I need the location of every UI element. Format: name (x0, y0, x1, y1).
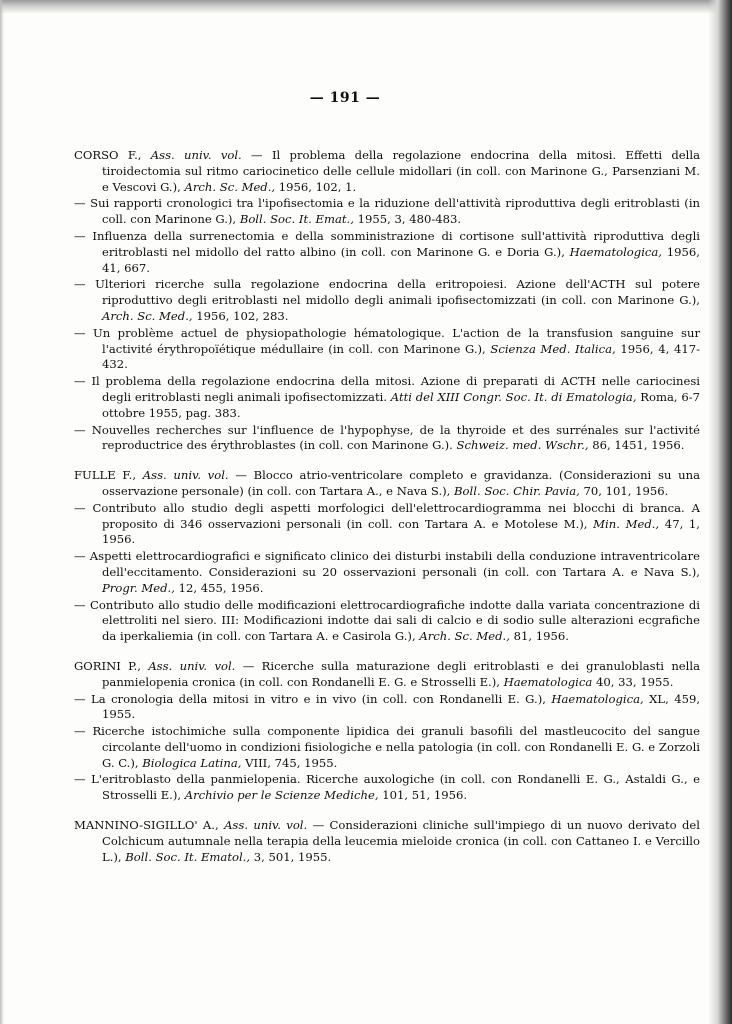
author-block (74, 148, 700, 454)
entry-lead: MANNINO-SIGILLO' A., (74, 818, 225, 833)
entry-text: Aspetti elettrocardiografici e significato clinico dei disturbi instabili della conduzione intraventricolare dell'eccitamento. Considerazioni su 20 osservazioni personali (in coll. con Tartara A. e Nava S.), (89, 549, 700, 579)
bibliography-entry (74, 659, 700, 691)
entry-text: Ricerche istochimiche sulla componente lipidica dei granuli basofili del mastleucocito del sangue circolante dell'uomo in condizioni fisiologiche e nella patologia (in coll. con Rondanelli E. G. e Zorzoli G. C.), (92, 724, 700, 770)
entry-lead: — (74, 772, 92, 787)
entry-lead: — (74, 277, 96, 292)
entry-citation: Roma, 6-7 ottobre 1955, pag. 383. (102, 389, 700, 420)
entry-citation: VIII, 745, 1955. (241, 755, 338, 770)
entry-lead: — (74, 422, 92, 437)
entry-lead: — (74, 500, 93, 515)
entry-journal: Arch. Sc. Med., (102, 308, 193, 323)
entry-text: Nouvelles recherches sur l'influence de l'hypophyse, de la thyroide et des surrénales sur l'activité reproductrice des érythroblastes (in coll. con Marinone G.). (91, 422, 701, 453)
entry-citation: 12, 455, 1956. (174, 580, 264, 595)
bibliography-list (74, 148, 700, 879)
bibliography-entry (74, 598, 700, 645)
bibliography-entry (74, 326, 700, 373)
entry-citation: 47, 1, 1956. (102, 516, 700, 547)
entry-citation: 86, 1451, 1956. (588, 438, 685, 453)
entry-citation: 1956, 4, 417-432. (102, 341, 701, 372)
entry-lead: — (74, 228, 93, 243)
author-block (74, 468, 700, 645)
entry-text: Influenza della surrenectomia e della somministrazione di cortisone sull'attività riproduttiva degli eritroblasti nel midollo del ratto albino (in coll. con Marinone G. e Doria G.), (92, 228, 701, 259)
entry-journal: Archivio per le Scienze Mediche, (184, 788, 379, 803)
entry-citation: 1956, 102, 283. (192, 308, 289, 323)
entry-text: Contributo allo studio delle modificazioni elettrocardiografiche indotte dalla variata concentrazione di elettroliti nel siero. III: Modificazioni indotte dai sali di calcio e di sodio sulle alterazioni ecgrafiche da iperkaliemia (in coll. con Tartara A. e Casirola G.), (90, 597, 701, 644)
bibliography-entry (74, 423, 700, 455)
bibliography-entry (74, 148, 700, 195)
entry-lead: FULLE F., (74, 468, 143, 483)
entry-text: Sui rapporti cronologici tra l'ipofisectomia e la riduzione dell'attività riproduttiva degli eritroblasti (in coll. con Marinone G.), (90, 196, 701, 227)
entry-text: — Ricerche sulla maturazione degli eritroblasti e dei granuloblasti nella panmielopenia cronica (in coll. con Rondanelli E. G. e Strosselli E.), (102, 658, 700, 689)
bibliography-entry (74, 818, 700, 865)
entry-citation: 1956, 102, 1. (275, 179, 357, 194)
bibliography-entry (74, 196, 700, 228)
entry-text: La cronologia della mitosi in vitro e in vivo (in coll. con Rondanelli E. G.), (91, 691, 552, 706)
entry-citation: 40, 33, 1955. (592, 674, 674, 689)
author-block (74, 659, 700, 804)
entry-affiliation: Ass. univ. vol. (148, 658, 236, 673)
entry-lead: — (74, 724, 93, 739)
entry-citation: 81, 1956. (509, 629, 569, 644)
entry-lead: — (74, 691, 92, 706)
scan-left-edge (0, 0, 4, 1024)
entry-lead: GORINI P., (74, 658, 149, 673)
entry-lead: — (74, 549, 90, 564)
entry-citation: 1955, 3, 480-483. (353, 212, 462, 227)
entry-affiliation: Ass. univ. vol. (224, 818, 308, 833)
entry-lead: — (74, 325, 94, 340)
entry-affiliation: Ass. univ. vol. (142, 468, 229, 483)
scan-top-edge (0, 0, 732, 14)
bibliography-entry (74, 374, 700, 421)
entry-journal: Arch. Sc. Med., (184, 179, 276, 194)
bibliography-entry (74, 468, 700, 500)
bibliography-entry (74, 692, 700, 724)
entry-lead: — (74, 597, 91, 612)
bibliography-entry (74, 501, 700, 548)
entry-journal: Boll. Soc. Chir. Pavia, (454, 483, 580, 498)
entry-journal: Haematologica, (569, 244, 662, 259)
entry-text: — Blocco atrio-ventricolare completo e gravidanza. (Considerazioni su una osservazione personale) (in coll. con Tartara A., e Nava S.), (102, 468, 700, 498)
entry-journal: Haematologica (503, 674, 593, 689)
entry-citation: 70, 101, 1956. (579, 483, 669, 498)
entry-text: Ulteriori ricerche sulla regolazione endocrina della eritropoiesi. Azione dell'ACTH sul potere riproduttivo degli eritroblasti nel midollo degli animali ipofisectomizzati (in coll. con Marinone G.), (95, 277, 700, 308)
entry-journal: Scienza Med. Italica, (490, 341, 616, 356)
entry-text: — Considerazioni cliniche sull'impiego di un nuovo derivato del Colchicum autumnale nella terapia della leucemia mieloide cronica (in coll. con Cattaneo I. e Vercillo L.), (102, 818, 700, 864)
page-number: — 191 — (309, 90, 381, 106)
entry-journal: Min. Med., (593, 516, 660, 531)
bibliography-entry (74, 229, 700, 276)
entry-journal: Atti del XIII Congr. Soc. It. di Ematologia, (390, 389, 637, 404)
entry-citation: XL, 459, 1955. (102, 691, 701, 722)
bibliography-entry (74, 277, 700, 324)
entry-citation: 3, 501, 1955. (250, 849, 332, 864)
entry-lead: — (74, 196, 91, 211)
entry-text: Contributo allo studio degli aspetti morfologici dell'elettrocardiogramma nei blocchi di branca. A proposito di 346 osservazioni personali (in coll. con Tartara A. e Motolese M.), (92, 500, 700, 531)
bibliography-entry (74, 549, 700, 596)
entry-journal: Schweiz. med. Wschr., (456, 438, 589, 453)
entry-lead: CORSO F., (74, 148, 151, 162)
entry-text: — Il problema della regolazione endocrina della mitosi. Effetti della tiroidectomia sul ritmo cariocinetico delle cellule midollari (in coll. con Marinone G., Parsenziani M. e Vescovi G.), (102, 148, 700, 194)
entry-journal: Progr. Med., (102, 580, 175, 595)
entry-lead: — (74, 374, 92, 389)
entry-text: L'eritroblasto della panmielopenia. Ricerche auxologiche (in coll. con Rondanelli E. G., Astaldi G., e Strosselli E.), (91, 772, 701, 803)
entry-text: Un problème actuel de physiopathologie hématologique. L'action de la transfusion sanguine sur l'activité érythropoïétique médullaire (in coll. con Marinone G.), (93, 325, 700, 356)
bibliography-entry (74, 724, 700, 771)
entry-journal: Boll. Soc. It. Emat., (239, 212, 354, 227)
entry-citation: 1956, 41, 667. (102, 244, 700, 275)
author-block (74, 818, 700, 865)
entry-journal: Arch. Sc. Med., (419, 629, 510, 644)
bibliography-entry (74, 772, 700, 804)
entry-journal: Haematologica, (551, 691, 644, 706)
scan-binding-shadow (708, 0, 732, 1024)
entry-text: Il problema della regolazione endocrina della mitosi. Azione di preparati di ACTH nelle cariocinesi degli eritroblasti negli animali ipofisectomizzati. (91, 374, 701, 404)
entry-citation: 101, 51, 1956. (378, 788, 468, 803)
entry-affiliation: Ass. univ. vol. (150, 148, 242, 162)
entry-journal: Biologica Latina, (142, 755, 242, 770)
entry-journal: Boll. Soc. It. Ematol., (125, 849, 251, 864)
